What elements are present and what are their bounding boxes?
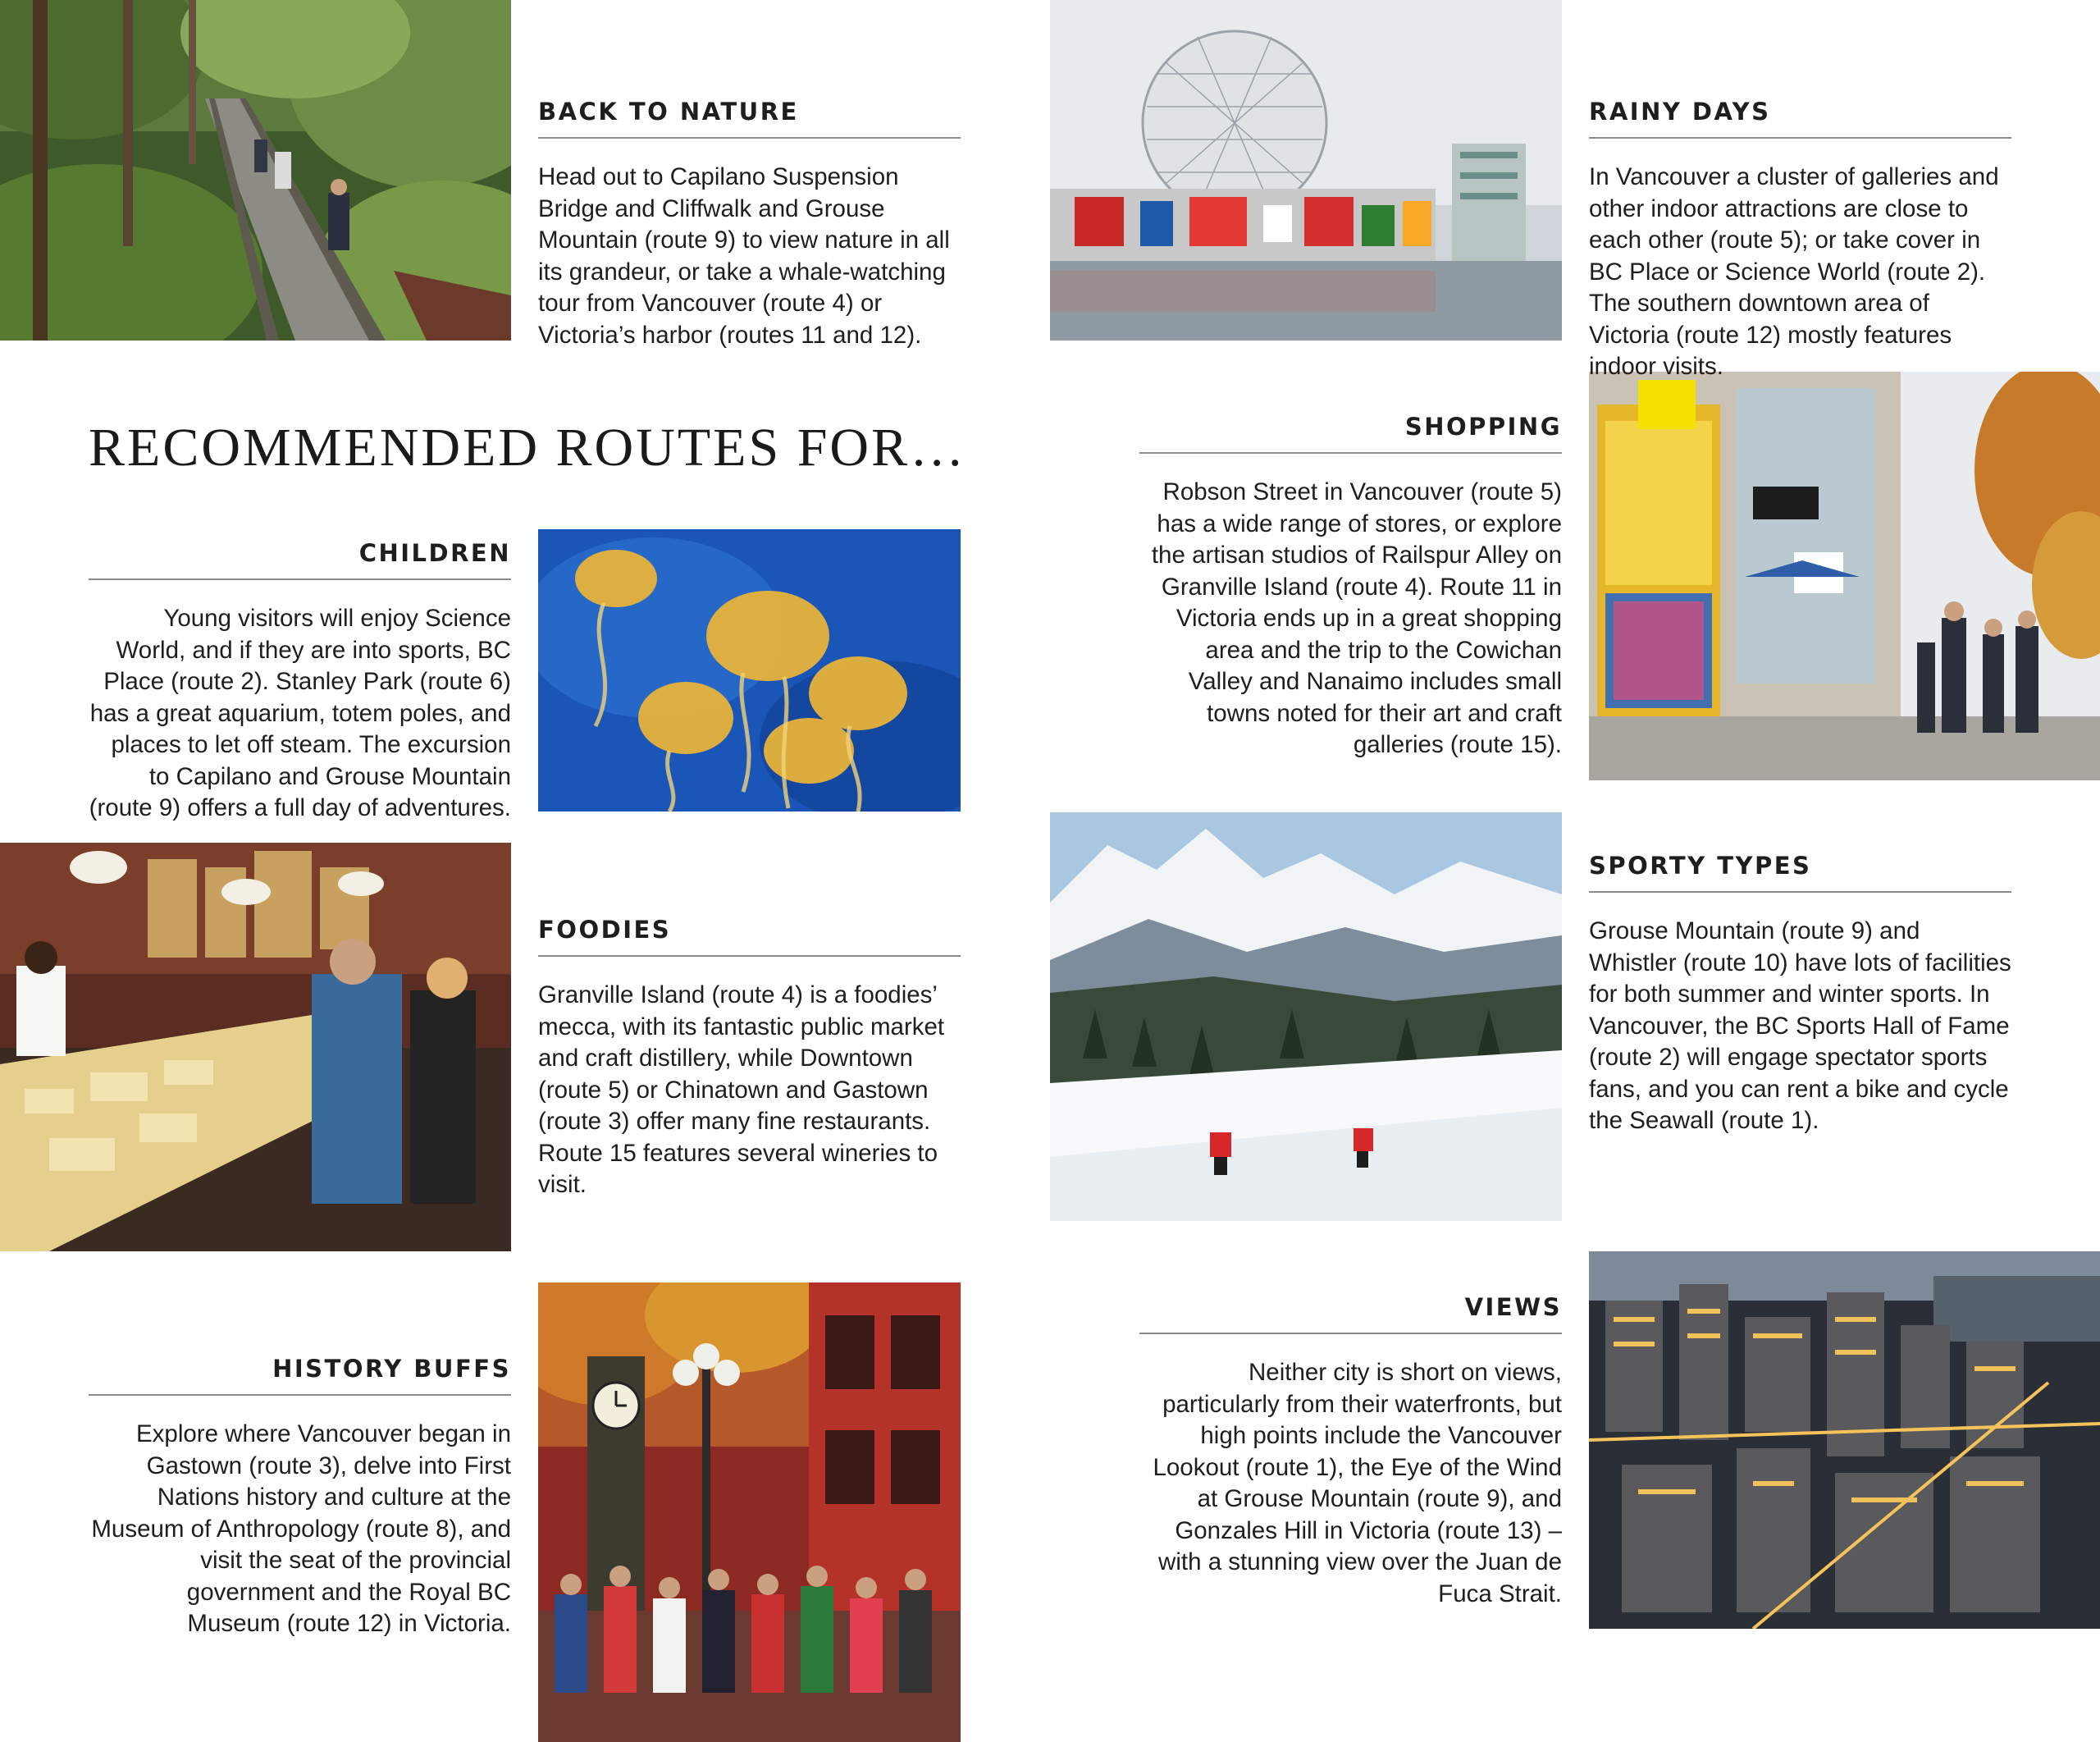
shopping-street-photo bbox=[1589, 372, 2100, 780]
science-world-photo bbox=[1050, 0, 1562, 341]
section-back-to-nature bbox=[538, 100, 961, 376]
city-view-photo bbox=[1589, 1251, 2100, 1629]
section-heading: SPORTY TYPES bbox=[1589, 854, 2011, 893]
section-body: Granville Island (route 4) is a foodies’ mecca, with its fantastic public market and craft distillery, while Downtown (route 5) or Chinatown and Gastown (route 3) offer many fine restaurants. Route 15 features several wineries to visit. bbox=[538, 981, 945, 1198]
section-heading: BACK TO NATURE bbox=[538, 100, 961, 139]
section-body: Explore where Vancouver began in Gastown (route 3), delve into First Nations history and culture at the Museum of Anthropology (route 8), and visit the seat of the provincial government and the Royal BC Museum (route 12) in Victoria. bbox=[91, 1420, 511, 1637]
section-body: In Vancouver a cluster of galleries and other indoor attractions are close to each other (route 5); or take cover in BC Place or Science World (route 2). The southern downtown area of Victoria (route 12) mostly features indoor visits. bbox=[1589, 163, 1999, 380]
section-heading: CHILDREN bbox=[89, 542, 511, 580]
page-title: RECOMMENDED ROUTES FOR… bbox=[89, 418, 967, 478]
section-children bbox=[89, 539, 511, 848]
section-foodies bbox=[538, 918, 961, 1225]
jellyfish-photo bbox=[538, 529, 961, 812]
section-rainy-days bbox=[1589, 100, 2011, 407]
section-heading: SHOPPING bbox=[1139, 415, 1562, 454]
section-shopping bbox=[1139, 415, 1562, 785]
granville-market-photo bbox=[0, 843, 511, 1251]
section-history-buffs bbox=[89, 1357, 511, 1664]
suspension-bridge-photo bbox=[0, 0, 511, 341]
section-body: Head out to Capilano Suspension Bridge and Cliffwalk and Grouse Mountain (route 9) to view nature in all its grandeur, or take a whale-watching tour from Vancouver (route 4) or Victoria’s harbor (routes 11 and 12). bbox=[538, 163, 950, 349]
section-body: Robson Street in Vancouver (route 5) has a wide range of stores, or explore the artisan studios of Railspur Alley on Granville Island (route 4). Route 11 in Victoria ends up in a great shopping area and the trip to the Cowichan Valley and Nanaimo includes small towns noted for their art and craft galleries (route 15). bbox=[1151, 478, 1562, 758]
section-sporty-types bbox=[1589, 854, 2011, 1161]
section-body: Grouse Mountain (route 9) and Whistler (route 10) have lots of facilities for both summer and winter sports. In Vancouver, the BC Sports Hall of Fame (route 2) will engage spectator sports fans, and you can rent a bike and cycle the Seawall (route 1). bbox=[1589, 917, 2011, 1134]
gastown-steam-clock-photo bbox=[538, 1282, 961, 1742]
section-views bbox=[1139, 1293, 1562, 1635]
section-body: Neither city is short on views, particularly from their waterfronts, but high points include the Vancouver Lookout (route 1), the Eye of the Wind at Grouse Mountain (route 9), and Gonzales Hill in Victoria (route 13) – with a stunning view over the Juan de Fuca Strait. bbox=[1153, 1359, 1562, 1607]
whistler-ski-photo bbox=[1050, 812, 1562, 1221]
section-heading: VIEWS bbox=[1139, 1296, 1562, 1334]
section-body: Young visitors will enjoy Science World, and if they are into sports, BC Place (route 2). Stanley Park (route 6) has a great aquarium, totem poles, and places to let off steam. The excursion to Capilano and Grouse Mountain (route 9) offers a full day of adventures. bbox=[89, 605, 511, 821]
section-heading: RAINY DAYS bbox=[1589, 100, 2011, 139]
section-heading: FOODIES bbox=[538, 918, 961, 957]
section-heading: HISTORY BUFFS bbox=[89, 1357, 511, 1396]
